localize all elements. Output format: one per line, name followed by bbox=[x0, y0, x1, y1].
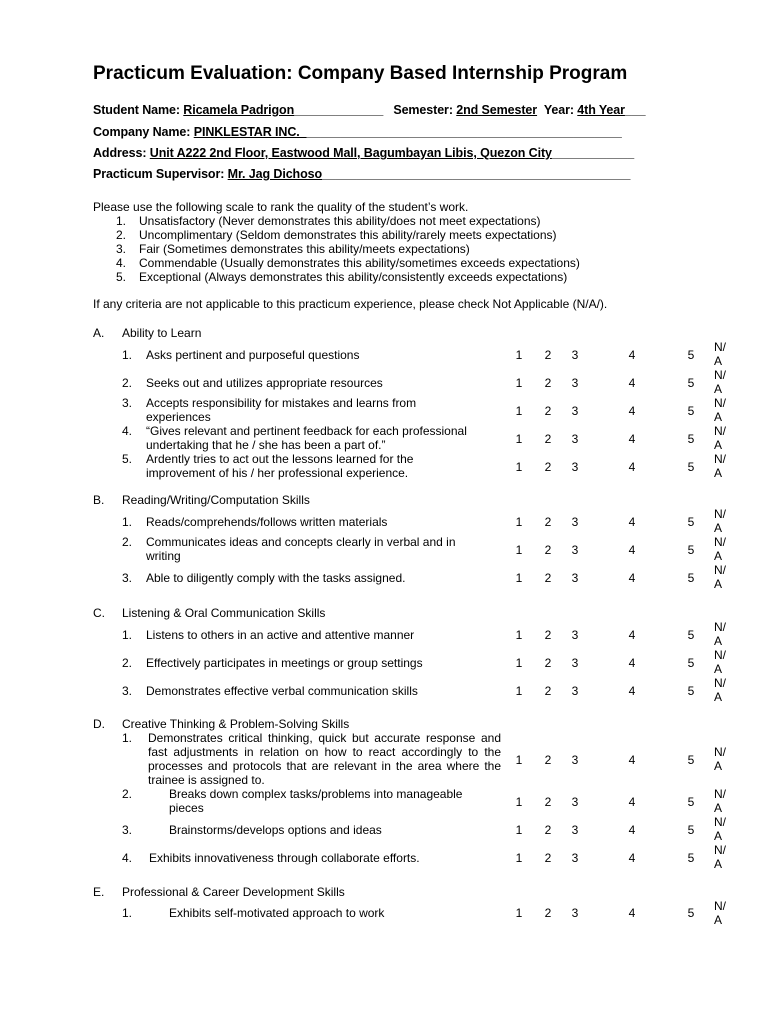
scale-item-num: 3. bbox=[116, 242, 127, 256]
section-title: Creative Thinking & Problem-Solving Skills bbox=[122, 717, 350, 731]
student-name-label: Student Name: bbox=[93, 103, 180, 117]
rating-option-1[interactable]: 1 bbox=[515, 571, 523, 585]
scale-item-num: 1. bbox=[116, 214, 127, 228]
rating-option-na[interactable] bbox=[714, 815, 734, 843]
rating-option-4[interactable]: 4 bbox=[628, 460, 636, 474]
na-line-1: N/ bbox=[714, 815, 726, 829]
student-info-line bbox=[93, 103, 645, 117]
rating-option-na[interactable] bbox=[714, 396, 734, 424]
rating-option-4[interactable]: 4 bbox=[628, 543, 636, 557]
rating-option-5[interactable]: 5 bbox=[687, 460, 695, 474]
rating-option-na[interactable] bbox=[714, 843, 734, 871]
rating-option-3[interactable]: 3 bbox=[571, 376, 579, 390]
rating-option-5[interactable]: 5 bbox=[687, 515, 695, 529]
na-line-1: N/ bbox=[714, 563, 726, 577]
rating-option-4[interactable]: 4 bbox=[628, 628, 636, 642]
rating-option-5[interactable]: 5 bbox=[687, 656, 695, 670]
criteria-number: 3. bbox=[122, 396, 133, 410]
company-name-value: PINKLESTAR INC._ bbox=[193, 125, 307, 139]
section-letter: C. bbox=[93, 606, 105, 620]
rating-option-2[interactable]: 2 bbox=[544, 753, 552, 767]
section-title: Reading/Writing/Computation Skills bbox=[122, 493, 310, 507]
supervisor-value: Mr. Jag Dichoso bbox=[227, 167, 323, 181]
na-line-1: N/ bbox=[714, 535, 726, 549]
rating-option-3[interactable]: 3 bbox=[571, 906, 579, 920]
rating-option-2[interactable]: 2 bbox=[544, 656, 552, 670]
rating-option-5[interactable]: 5 bbox=[687, 404, 695, 418]
rating-option-na[interactable] bbox=[714, 676, 734, 704]
rating-option-4[interactable]: 4 bbox=[628, 404, 636, 418]
company-name-blank: ______________________________________________ bbox=[306, 125, 622, 139]
rating-option-3[interactable]: 3 bbox=[571, 460, 579, 474]
rating-option-2[interactable]: 2 bbox=[544, 432, 552, 446]
criteria-text: Able to diligently comply with the tasks assigned. bbox=[146, 571, 406, 585]
rating-option-4[interactable]: 4 bbox=[628, 753, 636, 767]
rating-option-1[interactable]: 1 bbox=[515, 823, 523, 837]
criteria-text: Exhibits self-motivated approach to work bbox=[169, 906, 385, 920]
supervisor-blank: _____________________________________________ bbox=[322, 167, 631, 181]
rating-option-4[interactable]: 4 bbox=[628, 823, 636, 837]
criteria-text: Seeks out and utilizes appropriate resources bbox=[146, 376, 383, 390]
rating-option-1[interactable]: 1 bbox=[515, 851, 523, 865]
rating-option-2[interactable]: 2 bbox=[544, 460, 552, 474]
address-label: Address: bbox=[93, 146, 147, 160]
address-blank: ____________ bbox=[551, 146, 635, 160]
rating-option-5[interactable]: 5 bbox=[687, 851, 695, 865]
rating-option-2[interactable]: 2 bbox=[544, 404, 552, 418]
criteria-text: Reads/comprehends/follows written materials bbox=[146, 515, 388, 529]
scale-item-text: Fair (Sometimes demonstrates this ability/meets expectations) bbox=[139, 242, 470, 256]
rating-option-5[interactable]: 5 bbox=[687, 753, 695, 767]
rating-option-3[interactable]: 3 bbox=[571, 851, 579, 865]
na-line-2: A bbox=[714, 857, 723, 871]
na-line-2: A bbox=[714, 801, 723, 815]
rating-option-4[interactable]: 4 bbox=[628, 376, 636, 390]
na-line-1: N/ bbox=[714, 745, 726, 759]
scale-item-text: Unsatisfactory (Never demonstrates this ability/does not meet expectations) bbox=[139, 214, 541, 228]
na-line-2: A bbox=[714, 634, 723, 648]
company-info-line bbox=[93, 125, 622, 139]
rating-option-3[interactable]: 3 bbox=[571, 656, 579, 670]
student-name-blank: _____________ bbox=[294, 103, 384, 117]
rating-option-5[interactable]: 5 bbox=[687, 571, 695, 585]
rating-option-1[interactable]: 1 bbox=[515, 543, 523, 557]
na-line-1: N/ bbox=[714, 648, 726, 662]
scale-item-text: Uncomplimentary (Seldom demonstrates this ability/rarely meets expectations) bbox=[139, 228, 557, 242]
year-blank: ___ bbox=[624, 103, 646, 117]
rating-option-na[interactable] bbox=[714, 620, 734, 648]
rating-option-4[interactable]: 4 bbox=[628, 684, 636, 698]
criteria-number: 1. bbox=[122, 515, 133, 529]
address-info-line bbox=[93, 146, 634, 160]
rating-option-1[interactable]: 1 bbox=[515, 460, 523, 474]
rating-option-4[interactable]: 4 bbox=[628, 571, 636, 585]
criteria-number: 1. bbox=[122, 348, 133, 362]
criteria-number: 2. bbox=[122, 656, 133, 670]
rating-option-1[interactable]: 1 bbox=[515, 515, 523, 529]
rating-option-1[interactable]: 1 bbox=[515, 906, 523, 920]
rating-option-na[interactable] bbox=[714, 507, 734, 535]
na-line-2: A bbox=[714, 438, 723, 452]
rating-option-5[interactable]: 5 bbox=[687, 795, 695, 809]
criteria-number: 5. bbox=[122, 452, 133, 466]
criteria-number: 2. bbox=[122, 535, 133, 549]
rating-option-na[interactable] bbox=[714, 340, 734, 368]
criteria-text: Breaks down complex tasks/problems into manageable pieces bbox=[169, 787, 463, 815]
scale-item-text: Commendable (Usually demonstrates this ability/sometimes exceeds expectations) bbox=[139, 256, 580, 270]
criteria-text: Listens to others in an active and attentive manner bbox=[146, 628, 415, 642]
rating-option-3[interactable]: 3 bbox=[571, 543, 579, 557]
criteria-text: Exhibits innovativeness through collaborate efforts. bbox=[149, 851, 420, 865]
rating-option-na[interactable] bbox=[714, 424, 734, 452]
criteria-number: 3. bbox=[122, 571, 133, 585]
na-line-2: A bbox=[714, 829, 723, 843]
section-letter: E. bbox=[93, 885, 105, 899]
rating-option-3[interactable]: 3 bbox=[571, 823, 579, 837]
criteria-number: 4. bbox=[122, 424, 133, 438]
na-note: If any criteria are not applicable to this practicum experience, please check Not Applicable (N/A/). bbox=[93, 297, 608, 311]
rating-option-na[interactable] bbox=[714, 563, 734, 591]
na-line-2: A bbox=[714, 759, 723, 773]
rating-option-na[interactable] bbox=[714, 745, 734, 773]
rating-option-2[interactable]: 2 bbox=[544, 823, 552, 837]
rating-option-2[interactable]: 2 bbox=[544, 851, 552, 865]
rating-option-4[interactable]: 4 bbox=[628, 348, 636, 362]
rating-option-5[interactable]: 5 bbox=[687, 376, 695, 390]
scale-item-text: Exceptional (Always demonstrates this ability/consistently exceeds expectations) bbox=[139, 270, 568, 284]
rating-option-1[interactable]: 1 bbox=[515, 376, 523, 390]
criteria-text: “Gives relevant and pertinent feedback for each professional undertaking that he / she has been a part of.” bbox=[146, 424, 467, 452]
na-line-2: A bbox=[714, 382, 723, 396]
criteria-text: Demonstrates effective verbal communication skills bbox=[146, 684, 418, 698]
rating-option-5[interactable]: 5 bbox=[687, 823, 695, 837]
na-line-1: N/ bbox=[714, 787, 726, 801]
rating-option-2[interactable]: 2 bbox=[544, 376, 552, 390]
rating-option-5[interactable]: 5 bbox=[687, 543, 695, 557]
criteria-number: 2. bbox=[122, 787, 133, 801]
na-line-1: N/ bbox=[714, 452, 726, 466]
rating-option-5[interactable]: 5 bbox=[687, 432, 695, 446]
rating-option-1[interactable]: 1 bbox=[515, 628, 523, 642]
na-line-2: A bbox=[714, 577, 723, 591]
na-line-1: N/ bbox=[714, 620, 726, 634]
rating-option-5[interactable]: 5 bbox=[687, 628, 695, 642]
rating-option-2[interactable]: 2 bbox=[544, 543, 552, 557]
section-letter: A. bbox=[93, 326, 105, 340]
na-line-1: N/ bbox=[714, 843, 726, 857]
rating-option-3[interactable]: 3 bbox=[571, 404, 579, 418]
rating-option-1[interactable]: 1 bbox=[515, 348, 523, 362]
criteria-number: 3. bbox=[122, 823, 133, 837]
rating-option-2[interactable]: 2 bbox=[544, 906, 552, 920]
rating-option-2[interactable]: 2 bbox=[544, 628, 552, 642]
na-line-2: A bbox=[714, 466, 723, 480]
page-title: Practicum Evaluation: Company Based Internship Program bbox=[93, 63, 628, 84]
rating-option-2[interactable]: 2 bbox=[544, 571, 552, 585]
rating-option-2[interactable]: 2 bbox=[544, 348, 552, 362]
na-line-2: A bbox=[714, 690, 723, 704]
na-line-2: A bbox=[714, 521, 723, 535]
rating-option-3[interactable]: 3 bbox=[571, 795, 579, 809]
na-line-1: N/ bbox=[714, 899, 726, 913]
rating-option-1[interactable]: 1 bbox=[515, 432, 523, 446]
criteria-text: Demonstrates critical thinking, quick but accurate response and fast adjustments in relation on how to react accordingly to the processes and protocols that are relevant in the area where the trainee is assigned to. bbox=[148, 731, 501, 787]
company-name-label: Company Name: bbox=[93, 125, 191, 139]
rating-option-5[interactable]: 5 bbox=[687, 906, 695, 920]
rating-option-3[interactable]: 3 bbox=[571, 753, 579, 767]
na-line-1: N/ bbox=[714, 424, 726, 438]
criteria-text: Ardently tries to act out the lessons learned for the improvement of his / her professional experience. bbox=[146, 452, 414, 480]
supervisor-info-line bbox=[93, 167, 630, 181]
rating-option-2[interactable]: 2 bbox=[544, 515, 552, 529]
criteria-number: 1. bbox=[122, 906, 133, 920]
rating-option-1[interactable]: 1 bbox=[515, 404, 523, 418]
criteria-text: Accepts responsibility for mistakes and learns from experiences bbox=[146, 396, 417, 424]
rating-option-1[interactable]: 1 bbox=[515, 684, 523, 698]
rating-option-5[interactable]: 5 bbox=[687, 684, 695, 698]
student-name-value: Ricamela Padrigon bbox=[183, 103, 295, 117]
rating-option-na[interactable] bbox=[714, 787, 734, 815]
criteria-number: 4. bbox=[122, 851, 133, 865]
rating-option-3[interactable]: 3 bbox=[571, 571, 579, 585]
rating-option-1[interactable]: 1 bbox=[515, 753, 523, 767]
rating-option-3[interactable]: 3 bbox=[571, 628, 579, 642]
na-line-2: A bbox=[714, 913, 723, 927]
supervisor-label: Practicum Supervisor: bbox=[93, 167, 225, 181]
section-title: Listening & Oral Communication Skills bbox=[122, 606, 326, 620]
section-title: Professional & Career Development Skills bbox=[122, 885, 345, 899]
rating-option-3[interactable]: 3 bbox=[571, 432, 579, 446]
criteria-number: 3. bbox=[122, 684, 133, 698]
criteria-text: Effectively participates in meetings or group settings bbox=[146, 656, 423, 670]
criteria-text: Communicates ideas and concepts clearly in verbal and in writing bbox=[146, 535, 456, 563]
na-line-2: A bbox=[714, 549, 723, 563]
criteria-number: 1. bbox=[122, 628, 133, 642]
na-line-1: N/ bbox=[714, 396, 726, 410]
section-title: Ability to Learn bbox=[122, 326, 202, 340]
rating-option-4[interactable]: 4 bbox=[628, 432, 636, 446]
rating-option-1[interactable]: 1 bbox=[515, 795, 523, 809]
section-letter: D. bbox=[93, 717, 105, 731]
semester-value: 2nd Semester bbox=[456, 103, 538, 117]
rating-option-2[interactable]: 2 bbox=[544, 684, 552, 698]
na-line-2: A bbox=[714, 662, 723, 676]
semester-label: Semester: bbox=[393, 103, 453, 117]
rating-option-4[interactable]: 4 bbox=[628, 906, 636, 920]
na-line-1: N/ bbox=[714, 368, 726, 382]
rating-option-na[interactable] bbox=[714, 648, 734, 676]
scale-item-num: 5. bbox=[116, 270, 127, 284]
rating-option-na[interactable] bbox=[714, 899, 734, 927]
criteria-text: Brainstorms/develops options and ideas bbox=[169, 823, 382, 837]
rating-option-4[interactable]: 4 bbox=[628, 851, 636, 865]
rating-option-4[interactable]: 4 bbox=[628, 656, 636, 670]
rating-option-1[interactable]: 1 bbox=[515, 656, 523, 670]
year-label: Year: bbox=[543, 103, 574, 117]
rating-option-na[interactable] bbox=[714, 452, 734, 480]
rating-option-2[interactable]: 2 bbox=[544, 795, 552, 809]
rating-option-3[interactable]: 3 bbox=[571, 684, 579, 698]
section-letter: B. bbox=[93, 493, 105, 507]
na-line-1: N/ bbox=[714, 507, 726, 521]
na-line-1: N/ bbox=[714, 676, 726, 690]
rating-option-4[interactable]: 4 bbox=[628, 515, 636, 529]
rating-option-5[interactable]: 5 bbox=[687, 348, 695, 362]
criteria-text: Asks pertinent and purposeful questions bbox=[146, 348, 360, 362]
na-line-1: N/ bbox=[714, 340, 726, 354]
address-value: Unit A222 2nd Floor, Eastwood Mall, Bagumbayan Libis, Quezon City bbox=[149, 146, 552, 160]
scale-item-num: 2. bbox=[116, 228, 127, 242]
year-value: 4th Year bbox=[577, 103, 625, 117]
rating-option-na[interactable] bbox=[714, 535, 734, 563]
na-line-2: A bbox=[714, 354, 723, 368]
scale-intro: Please use the following scale to rank the quality of the student’s work. bbox=[93, 200, 469, 214]
criteria-number: 1. bbox=[122, 731, 133, 745]
rating-option-3[interactable]: 3 bbox=[571, 515, 579, 529]
criteria-number: 2. bbox=[122, 376, 133, 390]
na-line-2: A bbox=[714, 410, 723, 424]
rating-option-4[interactable]: 4 bbox=[628, 795, 636, 809]
rating-option-na[interactable] bbox=[714, 368, 734, 396]
scale-item-num: 4. bbox=[116, 256, 127, 270]
rating-option-3[interactable]: 3 bbox=[571, 348, 579, 362]
